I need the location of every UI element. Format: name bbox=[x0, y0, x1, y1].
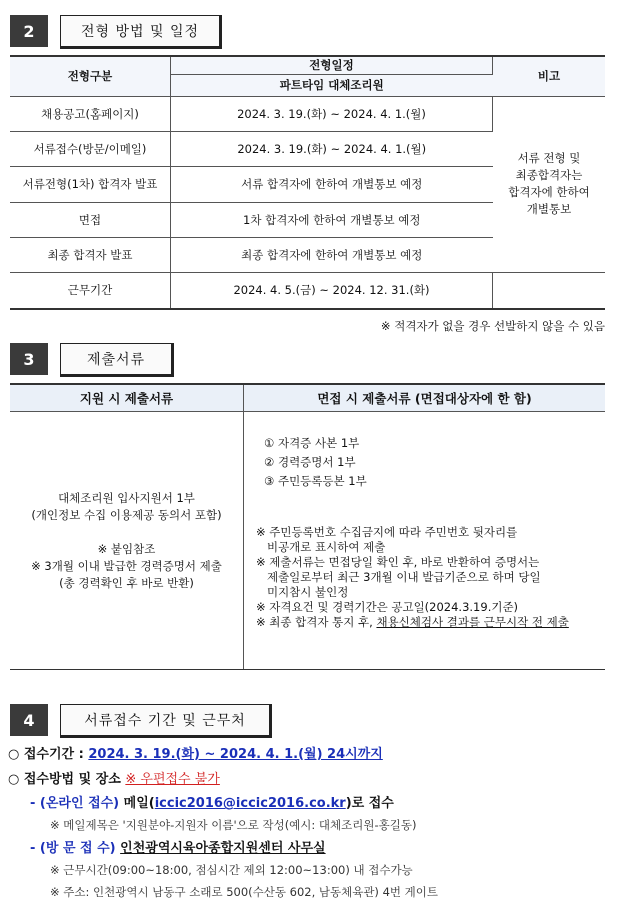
doc-line: ※ 3개월 이내 발급한 경력증명서 제출 bbox=[31, 558, 222, 573]
online-prefix: - (온라인 접수) bbox=[30, 796, 124, 811]
online-mail-label: 메일( bbox=[123, 796, 155, 811]
col-header-apply-docs: 지원 시 제출서류 bbox=[10, 384, 244, 412]
visit-note-hours: ※ 근무시간(09:00~18:00, 점심시간 제외 12:00~13:00) 내 접수가능 bbox=[50, 863, 413, 877]
method-label: ○ 접수방법 및 장소 bbox=[8, 772, 126, 787]
visit-prefix: - (방 문 접 수) bbox=[30, 841, 121, 856]
visit-note-address: ※ 주소: 인천광역시 남동구 소래로 500(수산동 602, 남동체육관) 4번 게이트 bbox=[50, 885, 438, 899]
doc-item: ② 경력증명서 1부 bbox=[264, 455, 356, 469]
col-header-remark: 비고 bbox=[493, 56, 606, 96]
doc-line: (개인정보 수집 이용제공 동의서 포함) bbox=[31, 507, 222, 522]
remark-line: 서류 전형 및 bbox=[517, 151, 581, 165]
visit-place: 인천광역시육아종합지원센터 사무실 bbox=[120, 841, 326, 856]
row-label: 근무기간 bbox=[10, 272, 171, 309]
visit-line bbox=[30, 837, 326, 856]
section-number: 4 bbox=[10, 704, 48, 736]
doc-line: (총 경력확인 후 바로 반환) bbox=[59, 575, 194, 590]
method-note: ※ 우편접수 불가 bbox=[125, 772, 220, 787]
section-title: 서류접수 기간 및 근무처 bbox=[60, 704, 272, 738]
doc-note: 제출일로부터 최근 3개월 이내 발급기준으로 하며 당일 bbox=[256, 570, 541, 584]
remark-line: 개별통보 bbox=[526, 202, 572, 216]
doc-note: ※ 자격요건 및 경력기간은 공고일(2024.3.19.기준) bbox=[256, 600, 519, 614]
doc-note: ※ 주민등록번호 수집금지에 따라 주민번호 뒷자리를 bbox=[256, 525, 518, 539]
period-label: ○ 접수기간 : bbox=[8, 747, 89, 762]
section-number: 2 bbox=[10, 15, 48, 47]
col-subheader-parttime: 파트타임 대체조리원 bbox=[171, 74, 493, 96]
online-line bbox=[30, 792, 394, 811]
doc-line bbox=[10, 524, 243, 541]
online-suffix: )로 접수 bbox=[345, 796, 394, 811]
section-title: 제출서류 bbox=[60, 343, 174, 377]
doc-item: ③ 주민등록등본 1부 bbox=[264, 474, 367, 488]
remark-empty bbox=[493, 272, 606, 309]
doc-note: 비공개로 표시하여 제출 bbox=[256, 540, 386, 554]
row-label: 서류접수(방문/이메일) bbox=[10, 131, 171, 166]
schedule-note: ※ 적격자가 없을 경우 선발하지 않을 수 있음 bbox=[380, 319, 605, 333]
remark-cell bbox=[493, 96, 606, 272]
online-note: ※ 메일제목은 '지원분야-지원자 이름'으로 작성(예시: 대체조리원-홍길동) bbox=[50, 818, 417, 832]
schedule-table bbox=[10, 55, 605, 310]
period-line bbox=[8, 743, 383, 762]
row-label: 최종 합격자 발표 bbox=[10, 237, 171, 272]
doc-note: 미지참시 불인정 bbox=[256, 585, 349, 599]
doc-note-prefix: ※ 최종 합격자 통지 후, bbox=[256, 615, 377, 629]
interview-docs-cell bbox=[244, 412, 606, 670]
apply-docs-cell bbox=[10, 412, 244, 670]
remark-line: 합격자에 한하여 bbox=[508, 185, 590, 199]
row-schedule: 2024. 3. 19.(화) ~ 2024. 4. 1.(월) bbox=[171, 131, 493, 166]
col-header-type: 전형구분 bbox=[10, 56, 171, 96]
method-line bbox=[8, 768, 220, 787]
section-number: 3 bbox=[10, 343, 48, 375]
row-label: 면접 bbox=[10, 202, 171, 237]
col-header-schedule: 전형일정 bbox=[171, 56, 493, 74]
row-schedule: 최종 합격자에 한하여 개별통보 예정 bbox=[171, 237, 493, 272]
doc-line: ※ 붙임참조 bbox=[97, 541, 156, 556]
period-value: 2024. 3. 19.(화) ~ 2024. 4. 1.(월) 24시까지 bbox=[88, 747, 383, 762]
col-header-interview-docs: 면접 시 제출서류 (면접대상자에 한 함) bbox=[244, 384, 606, 412]
email-link[interactable]: iccic2016@iccic2016.co.kr bbox=[154, 796, 346, 811]
doc-line: 대체조리원 입사지원서 1부 bbox=[58, 490, 195, 505]
doc-note-final bbox=[256, 615, 605, 630]
row-label: 채용공고(홈페이지) bbox=[10, 96, 171, 131]
doc-note: ※ 제출서류는 면접당일 확인 후, 바로 반환하여 증명서는 bbox=[256, 555, 540, 569]
row-label: 서류전형(1차) 합격자 발표 bbox=[10, 166, 171, 202]
row-schedule: 1차 합격자에 한하여 개별통보 예정 bbox=[171, 202, 493, 237]
row-schedule: 2024. 3. 19.(화) ~ 2024. 4. 1.(월) bbox=[171, 96, 493, 131]
doc-item: ① 자격증 사본 1부 bbox=[264, 436, 360, 450]
documents-table bbox=[10, 383, 605, 670]
doc-note-underlined: 채용신체검사 결과를 근무시작 전 제출 bbox=[376, 615, 569, 629]
section-title: 전형 방법 및 일정 bbox=[60, 15, 222, 49]
row-schedule: 2024. 4. 5.(금) ~ 2024. 12. 31.(화) bbox=[171, 272, 493, 309]
remark-line: 최종합격자는 bbox=[515, 168, 583, 182]
row-schedule: 서류 합격자에 한하여 개별통보 예정 bbox=[171, 166, 493, 202]
